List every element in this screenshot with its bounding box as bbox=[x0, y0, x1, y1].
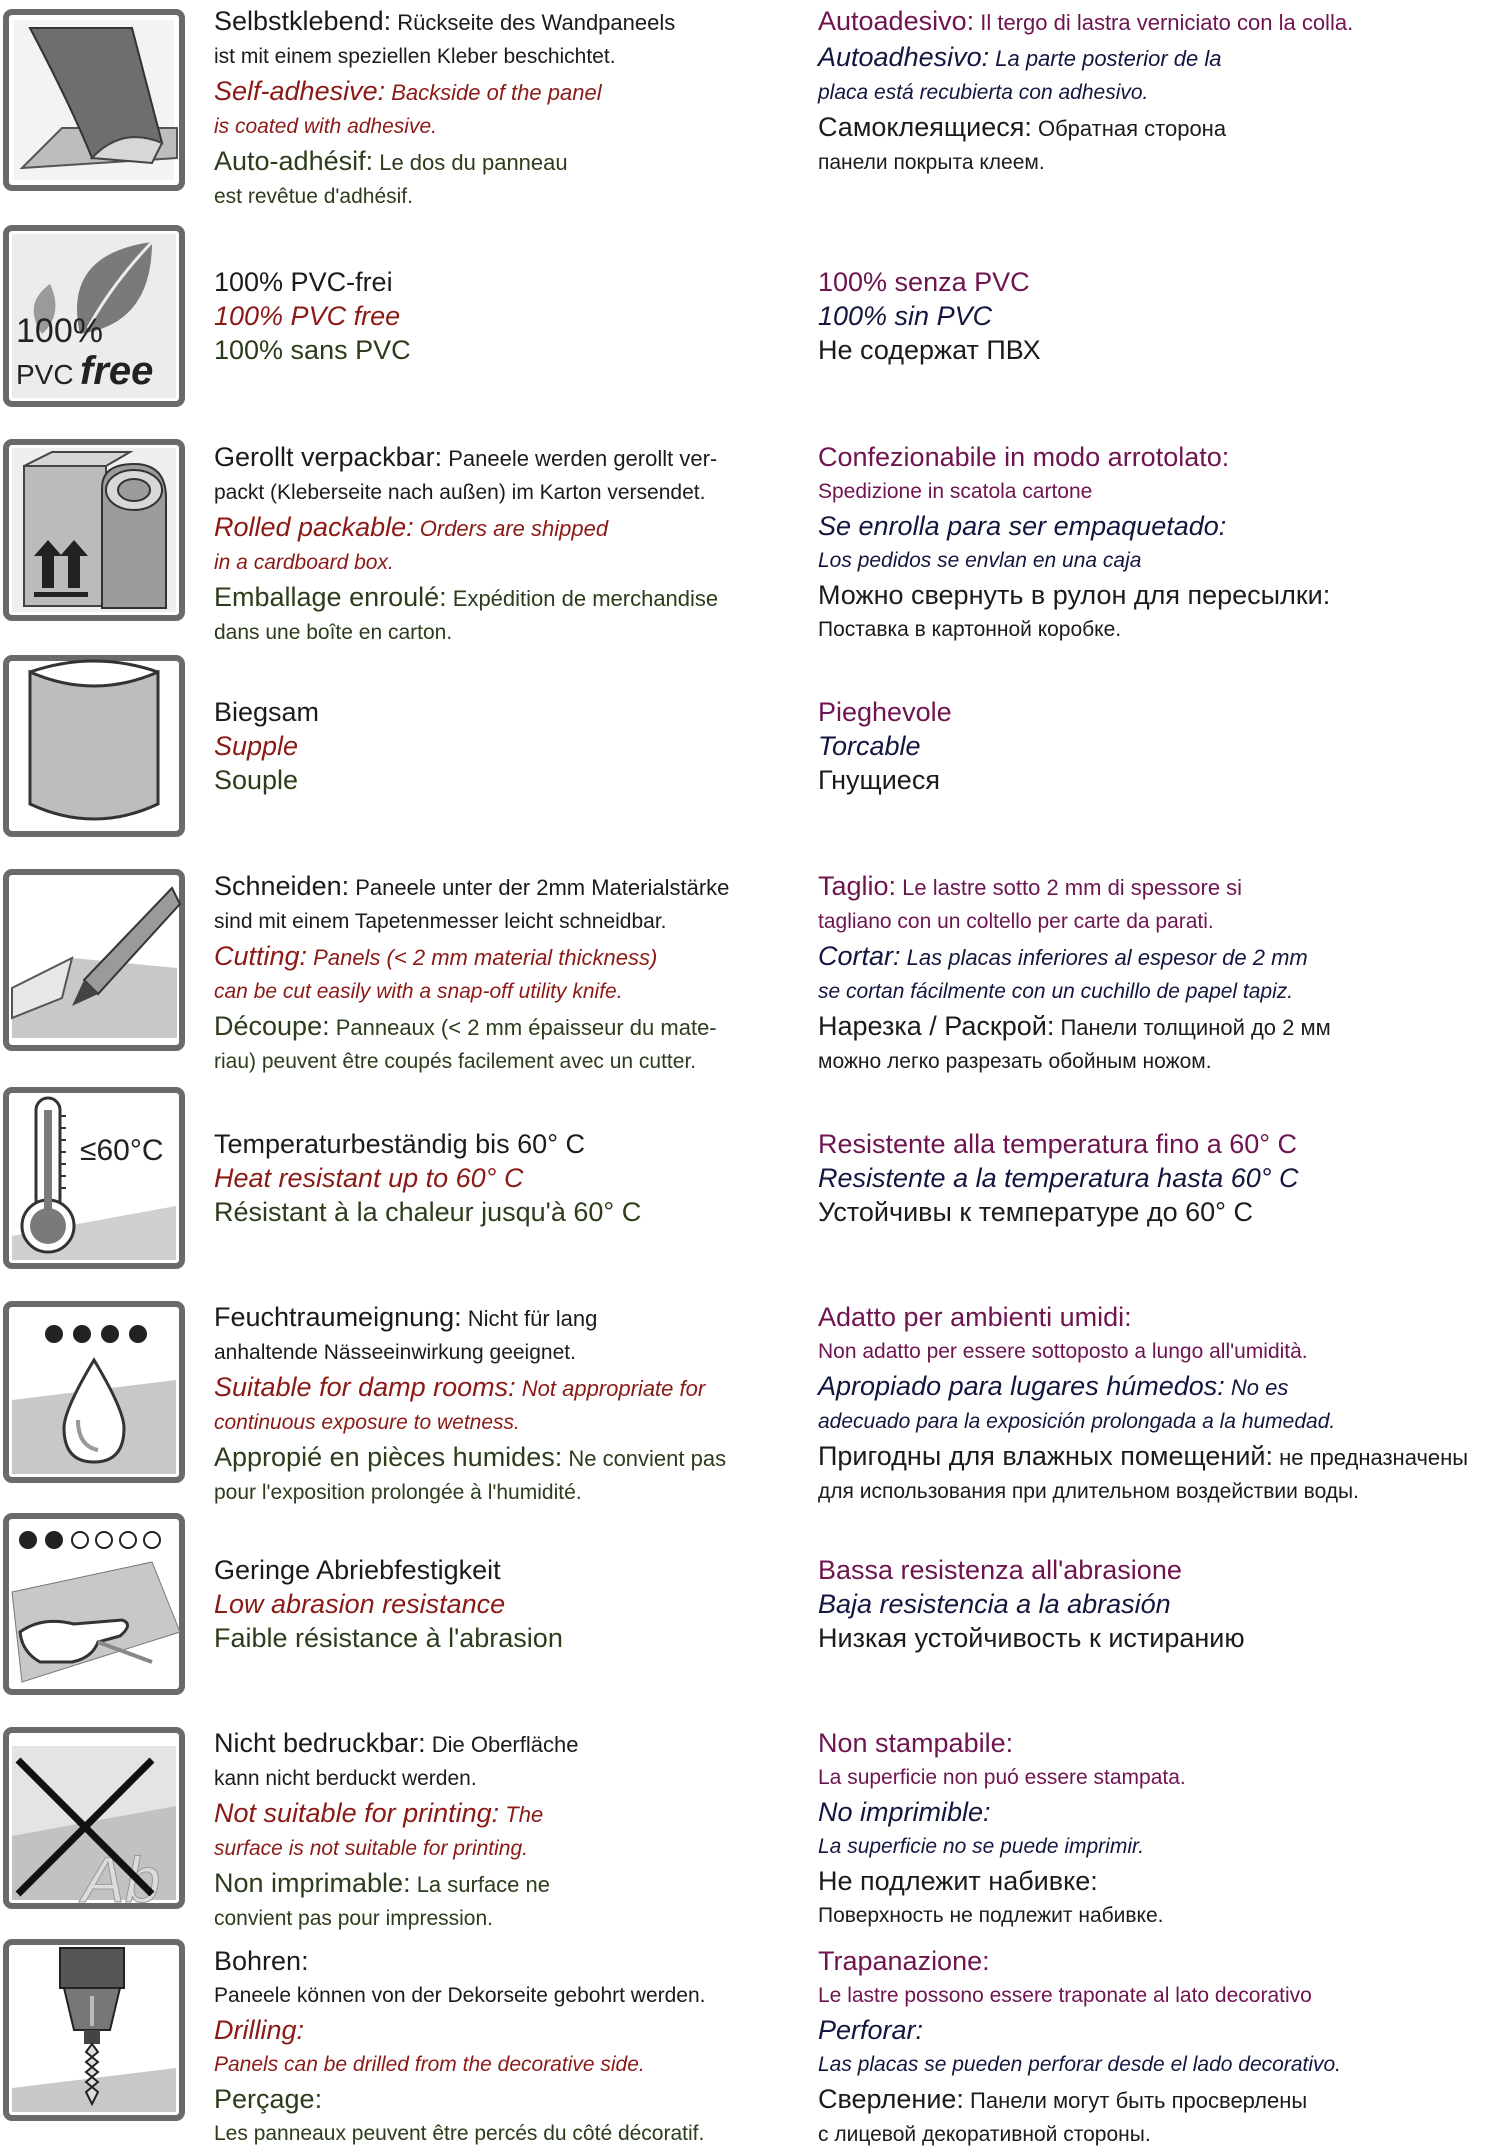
feature-heading: Découpe: bbox=[214, 1011, 330, 1041]
feature-description: anhaltende Nässeeinwirkung geeignet. bbox=[214, 1341, 576, 1364]
text-line-it bbox=[818, 4, 1498, 40]
feature-description: не предназначены bbox=[1272, 1445, 1469, 1470]
text-line-en bbox=[214, 510, 794, 546]
text-line-ru bbox=[818, 763, 1498, 797]
feature-heading: Bassa resistenza all'abrasione bbox=[818, 1555, 1182, 1585]
text-column-it-es-ru bbox=[818, 1300, 1498, 1509]
feature-description: Панели могут быть просверлены bbox=[963, 2088, 1308, 2113]
feature-heading: Low abrasion resistance bbox=[214, 1589, 506, 1619]
feature-heading: 100% PVC free bbox=[214, 301, 401, 331]
text-line-es bbox=[818, 729, 1498, 763]
feature-heading: Biegsam bbox=[214, 697, 320, 727]
feature-heading: Cutting: bbox=[214, 941, 308, 971]
feature-description: Le dos du panneau bbox=[373, 150, 568, 175]
feature-description: Orders are shipped bbox=[413, 516, 609, 541]
text-line-it bbox=[818, 1726, 1498, 1761]
feature-description: in a cardboard box. bbox=[214, 551, 394, 574]
feature-heading: Можно свернуть в рулон для пересылки: bbox=[818, 580, 1331, 610]
text-line-de bbox=[214, 1726, 794, 1762]
feature-description: can be cut easily with a snap-off utility knife. bbox=[214, 980, 623, 1003]
text-line-ru bbox=[818, 1045, 1498, 1079]
svg-text:Ab: Ab bbox=[82, 1844, 161, 1910]
feature-heading: Apropiado para lugares húmedos: bbox=[818, 1371, 1225, 1401]
text-line-de bbox=[214, 1553, 794, 1587]
feature-heading: Self-adhesive: bbox=[214, 76, 386, 106]
text-line-it bbox=[818, 1979, 1498, 2013]
feature-heading: Torcable bbox=[818, 731, 921, 761]
text-line-es bbox=[818, 76, 1498, 110]
feature-description: Le lastre sotto 2 mm di spessore si bbox=[896, 875, 1243, 900]
utility-knife-icon bbox=[2, 868, 186, 1052]
feature-description: La surface ne bbox=[410, 1872, 551, 1897]
feature-heading: Not suitable for printing: bbox=[214, 1798, 500, 1828]
text-column-it-es-ru bbox=[818, 1726, 1498, 1933]
text-line-en bbox=[214, 2048, 794, 2082]
feature-heading: Feuchtraumeignung: bbox=[214, 1302, 462, 1332]
feature-description: packt (Kleberseite nach außen) im Karton versendet. bbox=[214, 481, 706, 504]
feature-description: Las placas inferiores al espesor de 2 mm bbox=[900, 945, 1308, 970]
text-column-it-es-ru bbox=[818, 265, 1498, 367]
text-line-ru bbox=[818, 1475, 1498, 1509]
feature-description: No es bbox=[1224, 1375, 1289, 1400]
feature-heading: Bohren: bbox=[214, 1946, 309, 1976]
text-line-de bbox=[214, 1336, 794, 1370]
text-line-es bbox=[818, 1369, 1498, 1405]
text-line-es bbox=[818, 1161, 1498, 1195]
text-column-de-en-fr bbox=[214, 1726, 794, 1936]
text-line-fr bbox=[214, 1902, 794, 1936]
feature-description: Los pedidos se envlan en una caja bbox=[818, 549, 1142, 572]
text-line-ru bbox=[818, 2082, 1498, 2118]
text-line-en bbox=[214, 546, 794, 580]
feature-description: Backside of the panel bbox=[385, 80, 602, 105]
feature-description: панели покрыта клеем. bbox=[818, 151, 1045, 174]
feature-heading: Confezionabile in modo arrotolato: bbox=[818, 442, 1230, 472]
feature-description: est revêtue d'adhésif. bbox=[214, 185, 413, 208]
text-line-en bbox=[214, 74, 794, 110]
feature-heading: Сверление: bbox=[818, 2084, 964, 2114]
feature-heading: 100% senza PVC bbox=[818, 267, 1030, 297]
feature-heading: Нарезка / Раскрой: bbox=[818, 1011, 1055, 1041]
text-line-ru bbox=[818, 578, 1498, 613]
feature-description: se cortan fácilmente con un cuchillo de papel tapiz. bbox=[818, 980, 1294, 1003]
text-line-ru bbox=[818, 1195, 1498, 1229]
rolled-package-icon bbox=[2, 438, 186, 622]
feature-heading: 100% sin PVC bbox=[818, 301, 993, 331]
text-column-it-es-ru bbox=[818, 1944, 1498, 2152]
feature-heading: Résistant à la chaleur jusqu'à 60° C bbox=[214, 1197, 642, 1227]
text-line-en bbox=[214, 1796, 794, 1832]
text-line-es bbox=[818, 2048, 1498, 2082]
feature-description: riau) peuvent être coupés facilement avec un cutter. bbox=[214, 1050, 697, 1073]
text-line-en bbox=[214, 1370, 794, 1406]
feature-description: dans une boîte en carton. bbox=[214, 621, 453, 644]
feature-description: Paneele können von der Dekorseite gebohrt werden. bbox=[214, 1984, 706, 2007]
feature-description: is coated with adhesive. bbox=[214, 115, 437, 138]
text-line-fr bbox=[214, 763, 794, 797]
feature-heading: Autoadesivo: bbox=[818, 6, 975, 36]
text-line-ru bbox=[818, 333, 1498, 367]
text-line-fr bbox=[214, 1009, 794, 1045]
text-line-de bbox=[214, 1300, 794, 1336]
text-column-de-en-fr bbox=[214, 869, 794, 1079]
feature-description: Панели толщиной до 2 мм bbox=[1054, 1015, 1331, 1040]
feature-heading: Heat resistant up to 60° C bbox=[214, 1163, 524, 1193]
feature-heading: Temperaturbeständig bis 60° C bbox=[214, 1129, 585, 1159]
feature-heading: Emballage enroulé: bbox=[214, 582, 447, 612]
feature-description: для использования при длительном воздействии воды. bbox=[818, 1480, 1359, 1503]
feature-heading: Appropié en pièces humides: bbox=[214, 1442, 563, 1472]
feature-heading: Non stampabile: bbox=[818, 1728, 1014, 1758]
feature-description: Il tergo di lastra verniciato con la colla. bbox=[974, 10, 1354, 35]
feature-description: Paneele werden gerollt ver- bbox=[442, 446, 718, 471]
text-column-de-en-fr bbox=[214, 1127, 794, 1229]
feature-heading: Selbstklebend: bbox=[214, 6, 392, 36]
text-line-fr bbox=[214, 616, 794, 650]
feature-heading: Auto-adhésif: bbox=[214, 146, 374, 176]
text-line-it bbox=[818, 1761, 1498, 1795]
text-line-it bbox=[818, 1553, 1498, 1587]
feature-description: Nicht für lang bbox=[461, 1306, 598, 1331]
text-line-fr bbox=[214, 144, 794, 180]
feature-description: с лицевой декоративной стороны. bbox=[818, 2123, 1151, 2146]
text-line-es bbox=[818, 1587, 1498, 1621]
feature-description: adecuado para la exposición prolongada a la humedad. bbox=[818, 1410, 1336, 1433]
text-line-de bbox=[214, 476, 794, 510]
feature-description: можно легко разрезать обойным ножом. bbox=[818, 1050, 1212, 1073]
feature-heading: Se enrolla para ser empaquetado: bbox=[818, 511, 1227, 541]
feature-description: Ne convient pas bbox=[562, 1446, 727, 1471]
text-line-fr bbox=[214, 2082, 794, 2117]
feature-description: Поверхность не подлежит набивке. bbox=[818, 1904, 1164, 1927]
feature-description: Panels can be drilled from the decorative side. bbox=[214, 2053, 645, 2076]
feature-heading: Supple bbox=[214, 731, 299, 761]
abrasion-icon bbox=[2, 1512, 186, 1696]
feature-heading: Resistente a la temperatura hasta 60° C bbox=[818, 1163, 1299, 1193]
text-line-de bbox=[214, 695, 794, 729]
text-line-es bbox=[818, 299, 1498, 333]
text-line-de bbox=[214, 1944, 794, 1979]
drill-icon bbox=[2, 1938, 186, 2122]
text-column-it-es-ru bbox=[818, 869, 1498, 1079]
feature-heading: Faible résistance à l'abrasion bbox=[214, 1623, 563, 1653]
feature-heading: Gerollt verpackbar: bbox=[214, 442, 443, 472]
feature-description: Spedizione in scatola cartone bbox=[818, 480, 1093, 503]
text-line-ru bbox=[818, 1009, 1498, 1045]
text-column-de-en-fr bbox=[214, 695, 794, 797]
text-line-en bbox=[214, 110, 794, 144]
text-line-ru bbox=[818, 2118, 1498, 2152]
feature-heading: Baja resistencia a la abrasión bbox=[818, 1589, 1171, 1619]
text-line-fr bbox=[214, 333, 794, 367]
text-line-en bbox=[214, 939, 794, 975]
text-line-fr bbox=[214, 1866, 794, 1902]
feature-description: La parte posterior de la bbox=[989, 46, 1222, 71]
text-line-en bbox=[214, 975, 794, 1009]
text-column-de-en-fr bbox=[214, 4, 794, 214]
feature-description: Non adatto per essere sottoposto a lungo all'umidità. bbox=[818, 1340, 1308, 1363]
text-line-en bbox=[214, 1832, 794, 1866]
text-line-de bbox=[214, 869, 794, 905]
text-line-it bbox=[818, 440, 1498, 475]
text-line-ru bbox=[818, 613, 1498, 647]
text-line-ru bbox=[818, 1899, 1498, 1933]
text-line-es bbox=[818, 1830, 1498, 1864]
pvc-free-icon-label-2: PVC bbox=[16, 359, 74, 390]
text-line-fr bbox=[214, 1045, 794, 1079]
text-line-en bbox=[214, 1587, 794, 1621]
text-line-de bbox=[214, 4, 794, 40]
text-line-de bbox=[214, 905, 794, 939]
text-line-fr bbox=[214, 1195, 794, 1229]
text-line-es bbox=[818, 2013, 1498, 2048]
text-column-de-en-fr bbox=[214, 440, 794, 650]
feature-heading: Гнущиеся bbox=[818, 765, 940, 795]
text-column-it-es-ru bbox=[818, 4, 1498, 180]
text-column-de-en-fr bbox=[214, 265, 794, 367]
feature-description: Panneaux (< 2 mm épaisseur du mate- bbox=[329, 1015, 717, 1040]
text-line-en bbox=[214, 1161, 794, 1195]
feature-heading: Cortar: bbox=[818, 941, 901, 971]
text-line-de bbox=[214, 440, 794, 476]
text-line-it bbox=[818, 265, 1498, 299]
feature-heading: Autoadhesivo: bbox=[818, 42, 990, 72]
feature-heading: Nicht bedruckbar: bbox=[214, 1728, 426, 1758]
feature-heading: No imprimible: bbox=[818, 1797, 991, 1827]
feature-description: continuous exposure to wetness. bbox=[214, 1411, 520, 1434]
feature-description: convient pas pour impression. bbox=[214, 1907, 493, 1930]
feature-heading: 100% PVC-frei bbox=[214, 267, 393, 297]
text-line-de bbox=[214, 1979, 794, 2013]
text-line-it bbox=[818, 1127, 1498, 1161]
text-line-de bbox=[214, 1127, 794, 1161]
water-drop-icon bbox=[2, 1300, 186, 1484]
text-line-es bbox=[818, 975, 1498, 1009]
text-line-en bbox=[214, 299, 794, 333]
text-line-es bbox=[818, 509, 1498, 544]
text-line-it bbox=[818, 695, 1498, 729]
text-column-it-es-ru bbox=[818, 1553, 1498, 1655]
text-column-it-es-ru bbox=[818, 440, 1498, 647]
text-line-de bbox=[214, 1762, 794, 1796]
text-line-it bbox=[818, 1300, 1498, 1335]
feature-description: Expédition de merchandise bbox=[446, 586, 719, 611]
text-line-it bbox=[818, 905, 1498, 939]
text-line-it bbox=[818, 1335, 1498, 1369]
feature-description: pour l'exposition prolongée à l'humidité. bbox=[214, 1481, 582, 1504]
text-line-de bbox=[214, 40, 794, 74]
pvc-free-icon-label-3: free bbox=[80, 349, 154, 393]
text-line-fr bbox=[214, 1440, 794, 1476]
text-line-ru bbox=[818, 146, 1498, 180]
text-line-es bbox=[818, 1795, 1498, 1830]
feature-heading: Perçage: bbox=[214, 2084, 323, 2114]
text-line-en bbox=[214, 729, 794, 763]
text-line-fr bbox=[214, 2117, 794, 2151]
feature-description: ist mit einem speziellen Kleber beschichtet. bbox=[214, 45, 616, 68]
pvc-free-icon bbox=[2, 224, 186, 408]
feature-heading: Rolled packable: bbox=[214, 512, 414, 542]
text-line-en bbox=[214, 1406, 794, 1440]
feature-description: sind mit einem Tapetenmesser leicht schneidbar. bbox=[214, 910, 667, 933]
feature-description: Le lastre possono essere traponate al lato decorativo bbox=[818, 1984, 1312, 2007]
feature-heading: Пригодны для влажных помещений: bbox=[818, 1441, 1273, 1471]
feature-heading: Adatto per ambienti umidi: bbox=[818, 1302, 1132, 1332]
feature-heading: Низкая устойчивость к истиранию bbox=[818, 1623, 1245, 1653]
text-line-fr bbox=[214, 1476, 794, 1510]
text-line-de bbox=[214, 265, 794, 299]
feature-heading: Schneiden: bbox=[214, 871, 350, 901]
feature-description: surface is not suitable for printing. bbox=[214, 1837, 528, 1860]
text-line-ru bbox=[818, 110, 1498, 146]
self-adhesive-icon bbox=[2, 8, 186, 192]
feature-heading: Non imprimable: bbox=[214, 1868, 411, 1898]
feature-heading: 100% sans PVC bbox=[214, 335, 411, 365]
feature-description: Поставка в картонной коробке. bbox=[818, 618, 1122, 641]
feature-description: Paneele unter der 2mm Materialstärke bbox=[349, 875, 730, 900]
feature-heading: Geringe Abriebfestigkeit bbox=[214, 1555, 501, 1585]
text-line-fr bbox=[214, 580, 794, 616]
thermometer-icon bbox=[2, 1086, 186, 1270]
text-line-ru bbox=[818, 1621, 1498, 1655]
feature-description: tagliano con un coltello per carte da parati. bbox=[818, 910, 1214, 933]
feature-description: La superficie non puó essere stampata. bbox=[818, 1766, 1186, 1789]
text-column-de-en-fr bbox=[214, 1300, 794, 1510]
feature-description: kann nicht berduckt werden. bbox=[214, 1767, 477, 1790]
text-line-ru bbox=[818, 1864, 1498, 1899]
text-column-it-es-ru bbox=[818, 1127, 1498, 1229]
text-column-de-en-fr bbox=[214, 1553, 794, 1655]
feature-heading: Taglio: bbox=[818, 871, 897, 901]
feature-heading: Не подлежит набивке: bbox=[818, 1866, 1098, 1896]
text-line-ru bbox=[818, 1439, 1498, 1475]
feature-heading: Самоклеящиеся: bbox=[818, 112, 1032, 142]
feature-description: Rückseite des Wandpaneels bbox=[391, 10, 676, 35]
feature-description: La superficie no se puede imprimir. bbox=[818, 1835, 1145, 1858]
feature-heading: Не содержат ПВХ bbox=[818, 335, 1041, 365]
feature-description: Las placas se pueden perforar desde el lado decorativo. bbox=[818, 2053, 1342, 2076]
text-line-it bbox=[818, 475, 1498, 509]
feature-heading: Resistente alla temperatura fino a 60° C bbox=[818, 1129, 1298, 1159]
feature-heading: Souple bbox=[214, 765, 299, 795]
text-line-es bbox=[818, 40, 1498, 76]
feature-description: Les panneaux peuvent être percés du côté décoratif. bbox=[214, 2122, 705, 2145]
text-line-it bbox=[818, 869, 1498, 905]
feature-heading: Pieghevole bbox=[818, 697, 952, 727]
temperature-limit-label: ≤60°C bbox=[80, 1134, 164, 1167]
text-line-es bbox=[818, 1405, 1498, 1439]
feature-heading: Drilling: bbox=[214, 2015, 305, 2045]
feature-description: Die Oberfläche bbox=[425, 1732, 579, 1757]
feature-heading: Устойчивы к температуре до 60° C bbox=[818, 1197, 1253, 1227]
text-line-en bbox=[214, 2013, 794, 2048]
feature-description: The bbox=[499, 1802, 544, 1827]
text-line-it bbox=[818, 1944, 1498, 1979]
text-line-es bbox=[818, 939, 1498, 975]
feature-heading: Suitable for damp rooms: bbox=[214, 1372, 516, 1402]
feature-description: Обратная сторона bbox=[1031, 116, 1227, 141]
text-column-de-en-fr bbox=[214, 1944, 794, 2151]
feature-description: Panels (< 2 mm material thickness) bbox=[307, 945, 658, 970]
text-line-fr bbox=[214, 1621, 794, 1655]
feature-heading: Trapanazione: bbox=[818, 1946, 990, 1976]
feature-heading: Perforar: bbox=[818, 2015, 924, 2045]
feature-description: Not appropriate for bbox=[515, 1376, 706, 1401]
flexible-panel-icon bbox=[2, 654, 186, 838]
text-column-it-es-ru bbox=[818, 695, 1498, 797]
text-line-fr bbox=[214, 180, 794, 214]
pvc-free-icon-label-1: 100% bbox=[16, 312, 103, 350]
text-line-es bbox=[818, 544, 1498, 578]
feature-description: placa está recubierta con adhesivo. bbox=[818, 81, 1149, 104]
no-printing-icon bbox=[2, 1726, 186, 1910]
